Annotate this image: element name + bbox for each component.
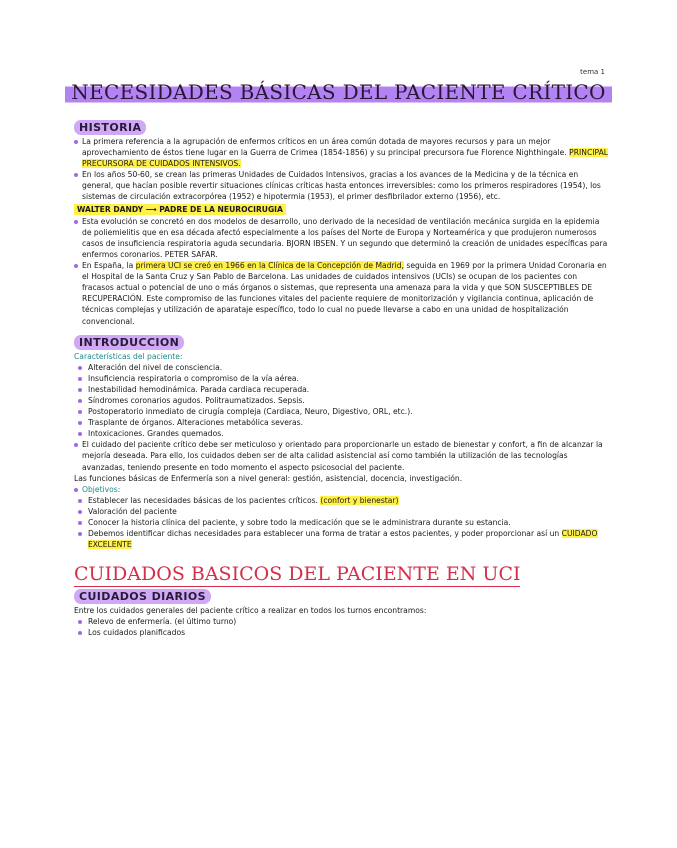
subheading-objetivos: Objetivos: [74,484,609,495]
list-item-text: Debemos identificar dichas necesidades para establecer una forma de tratar a estos pacientes, y poder proporcionar así un [88,529,560,539]
paragraph: El cuidado del paciente crítico debe ser meticuloso y orientado para proporcionarle un estado de bienestar y confort, a fin de alcanzar la mejoría deseada. Para ello, los cuidados deben ser de alta calidad asistencial así como también la utilización de las tecnologías avanzadas, teniendo presente en todo momento el aspecto psicosocial del paciente. [74,439,609,472]
topic-label: tema 1 [580,68,605,76]
list-item-text: Establecer las necesidades básicas de los pacientes críticos. [88,495,318,505]
callout-walter-dandy: WALTER DANDY ⟶ PADRE DE LA NEUROCIRUGIA [74,204,286,215]
list-item [74,495,609,506]
list-item: Intoxicaciones. Grandes quemados. [74,428,609,439]
paragraph [74,136,609,169]
heading-cuidados-diarios: CUIDADOS DIARIOS [74,589,211,604]
paragraph: Entre los cuidados generales del paciente crítico a realizar en todos los turnos encontramos: [74,606,427,616]
list-item: Postoperatorio inmediato de cirugía compleja (Cardiaca, Neuro, Digestivo, ORL, etc.). [74,406,609,417]
section-historia [74,118,609,327]
list-item: Los cuidados planificados [74,627,609,638]
list-item: Relevo de enfermería. (el último turno) [74,616,609,627]
heading-historia: HISTORIA [74,120,146,135]
list-item [74,528,609,550]
paragraph: Las funciones básicas de Enfermería son a nivel general: gestión, asistencial, docencia, investigación. [74,473,463,483]
list-item: Inestabilidad hemodinámica. Parada cardiaca recuperada. [74,384,609,395]
section-uci [74,550,609,638]
paragraph: Esta evolución se concretó en dos modelos de desarrollo, uno derivado de la necesidad de ventilación mecánica surgida en la epidemia de poliemielitis que en esa década afectó especialmente a los países del Norte de Europa y Norteamérica y que produjeron numerosos casos de insuficiencia respiratoria aguda secundaria. BJORN IBSEN. Y un segundo que determinó la creación de unidades específicas para enfermos coronarios. PETER SAFAR. [74,216,609,260]
paragraph: En los años 50-60, se crean las primeras Unidades de Cuidados Intensivos, gracias a los avances de la Medicina y de la técnica en general, que hacían posible revertir situaciones clínicas críticas hasta entonces irreversibles: como los primeros respiradores (1954), los sistemas de circulación extracorpórea (1952) e hipotermia (1953), el primer desfibrilador externo (1956), etc. [74,169,609,202]
paragraph-text: La primera referencia a la agrupación de enfermos críticos en un área común dotada de mayores recursos y para un mejor aprovechamiento de éstos tiene lugar en la Guerra de Crimea (1854-1856) y su principal precursora fue Florence Nighthingale. [82,137,567,158]
section-intro [74,333,609,551]
paragraph-text: seguida en 1969 por la primera Unidad Coronaria en el Hospital de la Santa Cruz y San Pablo de Barcelona. Las unidades de cuidados intensivos (UCIs) se ocupan de los pacientes con fracasos actual o potencial de uno o más órganos o sistemas, que representa una amenaza para la vida y que SON SUSCEPTIBLES DE RECUPERACIÓN. Este compromiso de las funciones vitales del paciente requiere de monitorización y vigilancia continua, aplicación de técnicas complejas y utilización de aparataje específico, todo lo cual no puede llevarse a cabo en una unidad de hospitalización convencional. [82,261,607,326]
list-item: Valoración del paciente [74,506,609,517]
heading-introduccion: INTRODUCCION [74,335,184,350]
section-title-uci: CUIDADOS BASICOS DEL PACIENTE EN UCI [74,563,521,586]
list-item: Trasplante de órganos. Alteraciones metabólica severas. [74,417,609,428]
characteristics-list [74,362,609,440]
paragraph-text: En España, la [82,261,134,271]
list-item: Alteración del nivel de consciencia. [74,362,609,373]
highlight: (confort y bienestar) [320,495,399,505]
content [74,118,609,639]
highlight: CUIDADO EXCELENTE [88,529,598,550]
list-item: Insuficiencia respiratoria o compromiso de la vía aérea. [74,373,609,384]
list-item: Conocer la historia clínica del paciente, y sobre todo la medicación que se le administrara durante su estancia. [74,517,609,528]
page-title-wrap [0,80,677,104]
subheading-caracteristicas: Características del paciente: [74,351,183,361]
highlight: PRINCIPAL PRECURSORA DE CUIDADOS INTENSIVOS. [82,148,609,169]
paragraph [74,260,609,327]
page-title: NECESIDADES BÁSICAS DEL PACIENTE CRÍTICO [65,78,611,106]
list-item: Síndromes coronarios agudos. Politraumatizados. Sepsis. [74,395,609,406]
highlight: primera UCI se creó en 1966 en la Clínica de la Concepción de Madrid, [135,261,404,271]
